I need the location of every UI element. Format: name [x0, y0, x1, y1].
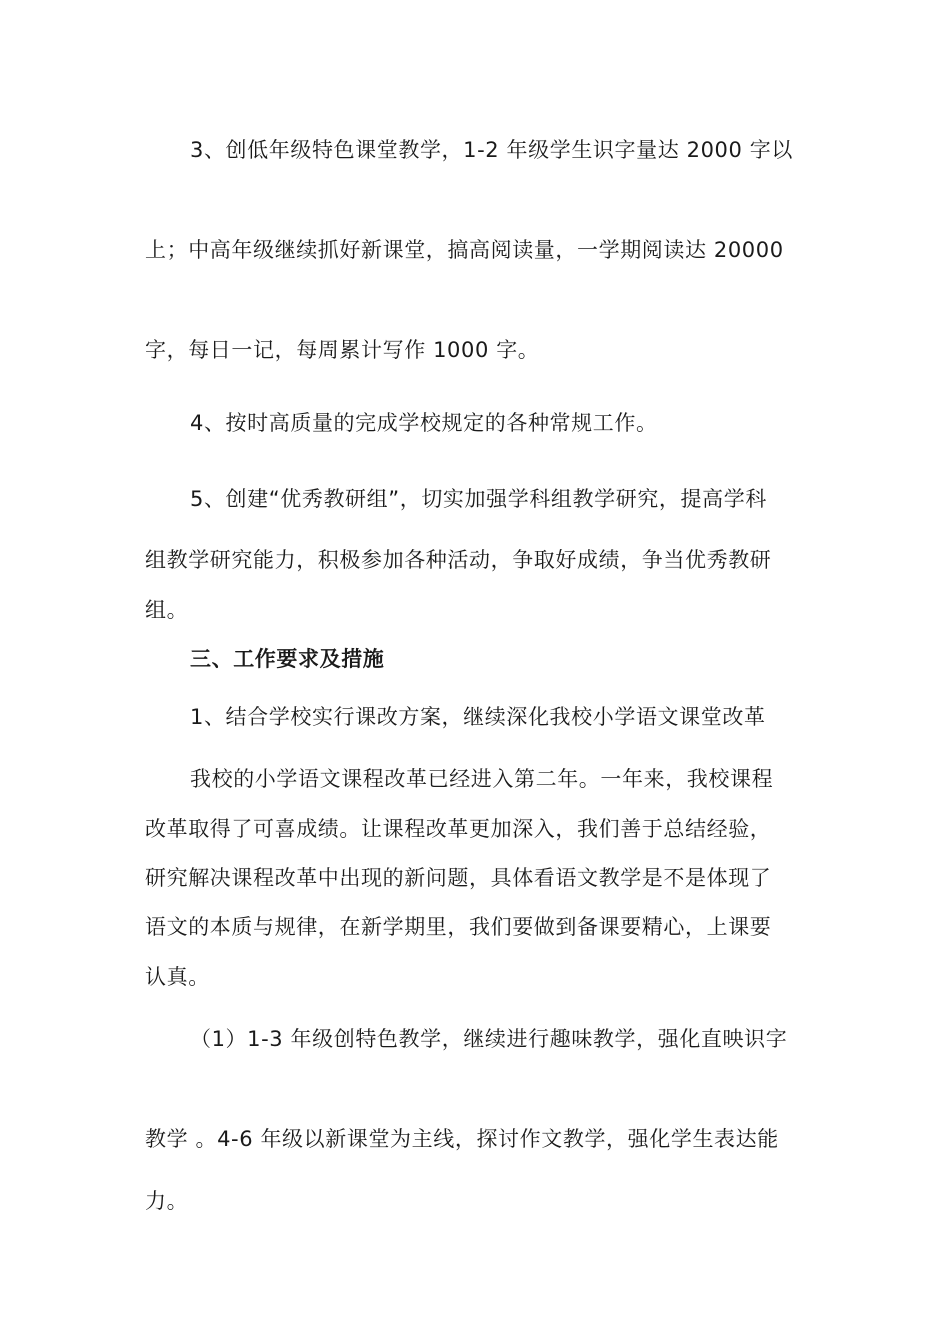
paragraph-line: 认真。: [145, 965, 210, 989]
paragraph-line: 教学 。4-6 年级以新课堂为主线，探讨作文教学，强化学生表达能: [145, 1127, 779, 1151]
paragraph-line: （1）1-3 年级创特色教学，继续进行趣味教学，强化直映识字: [190, 1027, 788, 1051]
paragraph-line: 字，每日一记，每周累计写作 1000 字。: [145, 338, 540, 362]
paragraph-line: 力。: [145, 1189, 189, 1213]
paragraph-line: 组。: [145, 598, 189, 622]
paragraph-line: 组教学研究能力，积极参加各种活动，争取好成绩，争当优秀教研: [145, 548, 772, 572]
paragraph-line: 研究解决课程改革中出现的新问题，具体看语文教学是不是体现了: [145, 866, 772, 890]
paragraph-line: 4、按时高质量的完成学校规定的各种常规工作。: [190, 411, 658, 435]
paragraph-line: 改革取得了可喜成绩。让课程改革更加深入，我们善于总结经验，: [145, 817, 772, 841]
paragraph-line: 5、创建“优秀教研组”，切实加强学科组教学研究，提高学科: [190, 487, 767, 511]
paragraph-line: 语文的本质与规律，在新学期里，我们要做到备课要精心，上课要: [145, 915, 772, 939]
section-heading: 三、工作要求及措施: [190, 647, 385, 671]
paragraph-line: 上；中高年级继续抓好新课堂，搞高阅读量，一学期阅读达 20000: [145, 238, 784, 262]
paragraph-line: 我校的小学语文课程改革已经进入第二年。一年来，我校课程: [190, 767, 774, 791]
paragraph-line: 1、结合学校实行课改方案，继续深化我校小学语文课堂改革: [190, 705, 766, 729]
paragraph-line: 3、创低年级特色课堂教学，1-2 年级学生识字量达 2000 字以: [190, 138, 793, 162]
